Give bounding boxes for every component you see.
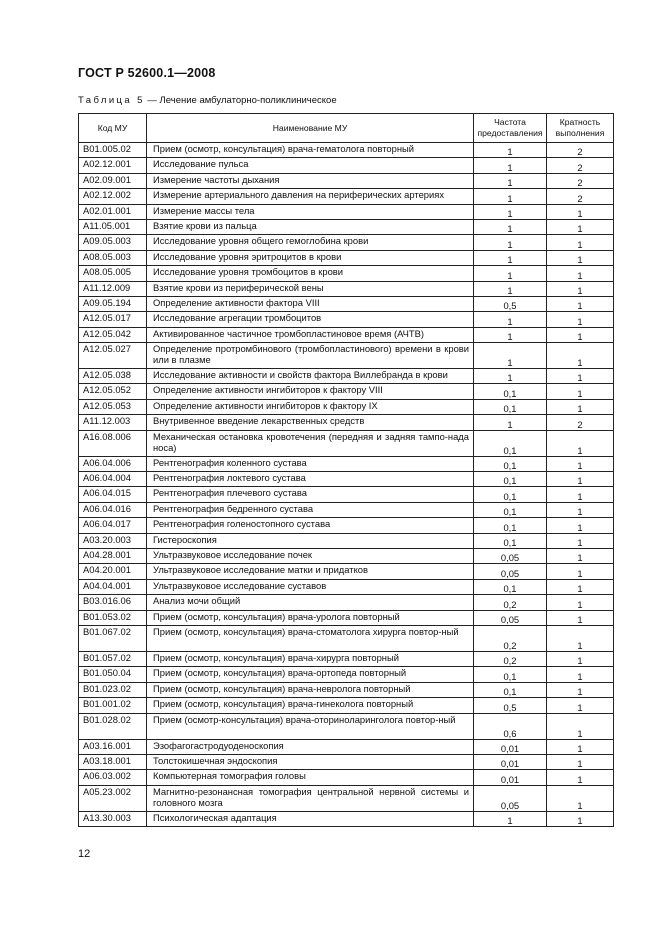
table-row <box>79 250 614 265</box>
cell-code: A03.16.001 <box>79 739 147 754</box>
col-header-code: Код МУ <box>79 114 147 143</box>
cell-multiplicity: 1 <box>547 296 614 311</box>
cell-name: Прием (осмотр, консультация) врача-гинеколога повторный <box>147 698 474 713</box>
cell-multiplicity: 1 <box>547 595 614 610</box>
table-caption-text: — Лечение амбулаторно-поликлиническое <box>144 95 337 106</box>
table-body <box>79 143 614 827</box>
cell-multiplicity: 1 <box>547 667 614 682</box>
cell-multiplicity: 1 <box>547 343 614 369</box>
table-row <box>79 770 614 785</box>
services-table <box>78 113 614 827</box>
col-header-multiplicity: Кратность выполнения <box>547 114 614 143</box>
cell-frequency: 0,05 <box>474 564 547 579</box>
table-row <box>79 595 614 610</box>
cell-code: A03.20.003 <box>79 533 147 548</box>
table-row <box>79 235 614 250</box>
cell-frequency: 0,2 <box>474 625 547 651</box>
cell-multiplicity: 1 <box>547 204 614 219</box>
cell-name: Механическая остановка кровотечения (передняя и задняя тампо-нада носа) <box>147 430 474 456</box>
cell-name: Исследование уровня тромбоцитов в крови <box>147 266 474 281</box>
table-row <box>79 369 614 384</box>
table-row <box>79 579 614 594</box>
cell-name: Прием (осмотр, консультация) врача-стоматолога хирурга повтор-ный <box>147 625 474 651</box>
cell-frequency: 1 <box>474 811 547 826</box>
cell-code: A12.05.038 <box>79 369 147 384</box>
table-row <box>79 548 614 563</box>
cell-frequency: 0,1 <box>474 472 547 487</box>
cell-multiplicity: 1 <box>547 698 614 713</box>
table-row <box>79 564 614 579</box>
cell-multiplicity: 2 <box>547 143 614 158</box>
cell-name: Прием (осмотр, консультация) врача-хирурга повторный <box>147 651 474 666</box>
cell-name: Прием (осмотр, консультация) врача-гематолога повторный <box>147 143 474 158</box>
cell-name: Измерение артериального давления на периферических артериях <box>147 189 474 204</box>
cell-frequency: 0,05 <box>474 785 547 811</box>
cell-code: B01.028.02 <box>79 713 147 739</box>
cell-multiplicity: 1 <box>547 770 614 785</box>
cell-name: Рентгенография голеностопного сустава <box>147 518 474 533</box>
table-row <box>79 266 614 281</box>
cell-name: Гистероскопия <box>147 533 474 548</box>
cell-multiplicity: 1 <box>547 487 614 502</box>
cell-frequency: 1 <box>474 369 547 384</box>
cell-code: A03.18.001 <box>79 754 147 769</box>
cell-code: B01.050.04 <box>79 667 147 682</box>
cell-frequency: 0,1 <box>474 487 547 502</box>
cell-frequency: 0,01 <box>474 754 547 769</box>
cell-code: A12.05.017 <box>79 312 147 327</box>
table-row <box>79 682 614 697</box>
cell-name: Магнитно-резонансная томография центральной нервной системы и головного мозга <box>147 785 474 811</box>
cell-code: A16.08.006 <box>79 430 147 456</box>
cell-code: B01.023.02 <box>79 682 147 697</box>
cell-name: Ультразвуковое исследование матки и придатков <box>147 564 474 579</box>
cell-name: Определение активности фактора VIII <box>147 296 474 311</box>
cell-frequency: 0,01 <box>474 770 547 785</box>
cell-multiplicity: 2 <box>547 189 614 204</box>
table-row <box>79 281 614 296</box>
table-row <box>79 651 614 666</box>
cell-code: A06.04.017 <box>79 518 147 533</box>
cell-name: Определение протромбинового (тромбопластинового) времени в крови или в плазме <box>147 343 474 369</box>
cell-multiplicity: 1 <box>547 369 614 384</box>
cell-name: Активированное частичное тромбопластиновое время (АЧТВ) <box>147 327 474 342</box>
cell-multiplicity: 1 <box>547 250 614 265</box>
cell-code: A02.09.001 <box>79 173 147 188</box>
cell-multiplicity: 1 <box>547 739 614 754</box>
cell-code: B01.067.02 <box>79 625 147 651</box>
cell-name: Ультразвуковое исследование почек <box>147 548 474 563</box>
cell-name: Определение активности ингибиторов к фактору VIII <box>147 384 474 399</box>
cell-code: A06.03.002 <box>79 770 147 785</box>
cell-multiplicity: 1 <box>547 651 614 666</box>
cell-name: Толстокишечная эндоскопия <box>147 754 474 769</box>
cell-name: Исследование уровня эритроцитов в крови <box>147 250 474 265</box>
cell-multiplicity: 1 <box>547 219 614 234</box>
col-header-frequency: Частота предоставления <box>474 114 547 143</box>
cell-name: Рентгенография плечевого сустава <box>147 487 474 502</box>
cell-frequency: 1 <box>474 250 547 265</box>
cell-code: A09.05.003 <box>79 235 147 250</box>
cell-frequency: 0,1 <box>474 682 547 697</box>
cell-frequency: 1 <box>474 327 547 342</box>
cell-code: A11.05.001 <box>79 219 147 234</box>
cell-name: Исследование агрегации тромбоцитов <box>147 312 474 327</box>
cell-code: A12.05.053 <box>79 399 147 414</box>
cell-multiplicity: 1 <box>547 533 614 548</box>
cell-name: Прием (осмотр, консультация) врача-ортопеда повторный <box>147 667 474 682</box>
cell-multiplicity: 1 <box>547 625 614 651</box>
cell-multiplicity: 1 <box>547 713 614 739</box>
cell-name: Ультразвуковое исследование суставов <box>147 579 474 594</box>
table-row <box>79 754 614 769</box>
cell-code: A12.05.027 <box>79 343 147 369</box>
cell-code: A02.12.002 <box>79 189 147 204</box>
table-row <box>79 343 614 369</box>
cell-multiplicity: 1 <box>547 266 614 281</box>
cell-frequency: 1 <box>474 312 547 327</box>
cell-name: Внутривенное введение лекарственных средств <box>147 415 474 430</box>
cell-multiplicity: 1 <box>547 785 614 811</box>
cell-multiplicity: 1 <box>547 610 614 625</box>
cell-code: B03.016.06 <box>79 595 147 610</box>
cell-frequency: 0,5 <box>474 296 547 311</box>
cell-name: Эзофагогастродуоденоскопия <box>147 739 474 754</box>
cell-frequency: 0,1 <box>474 502 547 517</box>
table-header-row <box>79 114 614 143</box>
cell-code: A04.20.001 <box>79 564 147 579</box>
cell-frequency: 0,05 <box>474 548 547 563</box>
cell-frequency: 1 <box>474 343 547 369</box>
cell-frequency: 0,1 <box>474 667 547 682</box>
cell-multiplicity: 1 <box>547 327 614 342</box>
cell-frequency: 0,2 <box>474 651 547 666</box>
table-row <box>79 518 614 533</box>
cell-frequency: 0,5 <box>474 698 547 713</box>
cell-code: A11.12.003 <box>79 415 147 430</box>
table-row <box>79 219 614 234</box>
table-row <box>79 312 614 327</box>
cell-name: Определение активности ингибиторов к фактору IX <box>147 399 474 414</box>
cell-multiplicity: 2 <box>547 158 614 173</box>
cell-code: A08.05.003 <box>79 250 147 265</box>
cell-code: A12.05.052 <box>79 384 147 399</box>
cell-name: Измерение массы тела <box>147 204 474 219</box>
cell-name: Прием (осмотр, консультация) врача-уролога повторный <box>147 610 474 625</box>
cell-name: Исследование активности и свойств фактора Виллебранда в крови <box>147 369 474 384</box>
cell-code: A06.04.015 <box>79 487 147 502</box>
cell-name: Рентгенография бедренного сустава <box>147 502 474 517</box>
cell-multiplicity: 1 <box>547 456 614 471</box>
cell-frequency: 0,01 <box>474 739 547 754</box>
cell-code: A06.04.006 <box>79 456 147 471</box>
table-row <box>79 502 614 517</box>
table-row <box>79 610 614 625</box>
table-row <box>79 456 614 471</box>
table-row <box>79 158 614 173</box>
cell-code: A13.30.003 <box>79 811 147 826</box>
cell-multiplicity: 1 <box>547 384 614 399</box>
cell-multiplicity: 1 <box>547 430 614 456</box>
cell-name: Прием (осмотр, консультация) врача-невролога повторный <box>147 682 474 697</box>
cell-frequency: 1 <box>474 415 547 430</box>
table-row <box>79 415 614 430</box>
cell-multiplicity: 1 <box>547 579 614 594</box>
table-row <box>79 625 614 651</box>
table-row <box>79 487 614 502</box>
cell-frequency: 1 <box>474 204 547 219</box>
cell-multiplicity: 1 <box>547 502 614 517</box>
cell-multiplicity: 2 <box>547 173 614 188</box>
cell-name: Взятие крови из периферической вены <box>147 281 474 296</box>
table-row <box>79 384 614 399</box>
cell-name: Рентгенография коленного сустава <box>147 456 474 471</box>
cell-frequency: 1 <box>474 219 547 234</box>
cell-frequency: 0,1 <box>474 533 547 548</box>
cell-frequency: 1 <box>474 158 547 173</box>
page-number: 12 <box>78 848 91 860</box>
cell-code: A09.05.194 <box>79 296 147 311</box>
table-row <box>79 739 614 754</box>
cell-multiplicity: 1 <box>547 518 614 533</box>
table-row <box>79 713 614 739</box>
cell-frequency: 1 <box>474 143 547 158</box>
cell-code: A02.12.001 <box>79 158 147 173</box>
cell-frequency: 1 <box>474 235 547 250</box>
table-row <box>79 143 614 158</box>
cell-frequency: 0,2 <box>474 595 547 610</box>
table-row <box>79 698 614 713</box>
cell-code: B01.001.02 <box>79 698 147 713</box>
col-header-name: Наименование МУ <box>147 114 474 143</box>
cell-frequency: 0,1 <box>474 456 547 471</box>
cell-multiplicity: 1 <box>547 548 614 563</box>
cell-multiplicity: 1 <box>547 399 614 414</box>
table-row <box>79 296 614 311</box>
cell-name: Рентгенография локтевого сустава <box>147 472 474 487</box>
cell-frequency: 1 <box>474 266 547 281</box>
cell-code: A02.01.001 <box>79 204 147 219</box>
table-row <box>79 785 614 811</box>
table-caption-label: Таблица 5 <box>78 95 145 106</box>
table-row <box>79 204 614 219</box>
cell-name: Исследование пульса <box>147 158 474 173</box>
cell-frequency: 1 <box>474 281 547 296</box>
cell-code: A12.05.042 <box>79 327 147 342</box>
cell-name: Анализ мочи общий <box>147 595 474 610</box>
cell-frequency: 1 <box>474 173 547 188</box>
table-row <box>79 399 614 414</box>
cell-multiplicity: 1 <box>547 564 614 579</box>
table-row <box>79 189 614 204</box>
cell-frequency: 0,1 <box>474 579 547 594</box>
cell-code: A06.04.016 <box>79 502 147 517</box>
cell-multiplicity: 1 <box>547 682 614 697</box>
cell-name: Измерение частоты дыхания <box>147 173 474 188</box>
table-row <box>79 811 614 826</box>
cell-frequency: 0,6 <box>474 713 547 739</box>
cell-code: B01.005.02 <box>79 143 147 158</box>
cell-code: A08.05.005 <box>79 266 147 281</box>
table-row <box>79 472 614 487</box>
cell-name: Компьютерная томография головы <box>147 770 474 785</box>
table-caption <box>78 95 337 106</box>
cell-frequency: 0,1 <box>474 518 547 533</box>
cell-multiplicity: 1 <box>547 754 614 769</box>
cell-code: B01.053.02 <box>79 610 147 625</box>
cell-frequency: 0,1 <box>474 384 547 399</box>
cell-frequency: 0,1 <box>474 399 547 414</box>
table-row <box>79 667 614 682</box>
cell-frequency: 0,05 <box>474 610 547 625</box>
cell-name: Психологическая адаптация <box>147 811 474 826</box>
table-row <box>79 533 614 548</box>
cell-multiplicity: 1 <box>547 472 614 487</box>
document-title: ГОСТ Р 52600.1—2008 <box>78 66 216 80</box>
cell-multiplicity: 1 <box>547 811 614 826</box>
cell-name: Взятие крови из пальца <box>147 219 474 234</box>
cell-multiplicity: 2 <box>547 415 614 430</box>
cell-code: A05.23.002 <box>79 785 147 811</box>
cell-frequency: 0,1 <box>474 430 547 456</box>
cell-code: A04.28.001 <box>79 548 147 563</box>
cell-code: A04.04.001 <box>79 579 147 594</box>
table-row <box>79 430 614 456</box>
table-row <box>79 173 614 188</box>
cell-code: B01.057.02 <box>79 651 147 666</box>
cell-multiplicity: 1 <box>547 235 614 250</box>
cell-code: A06.04.004 <box>79 472 147 487</box>
cell-multiplicity: 1 <box>547 312 614 327</box>
cell-name: Исследование уровня общего гемоглобина крови <box>147 235 474 250</box>
cell-multiplicity: 1 <box>547 281 614 296</box>
cell-code: A11.12.009 <box>79 281 147 296</box>
table-row <box>79 327 614 342</box>
cell-name: Прием (осмотр-консультация) врача-оториноларинголога повтор-ный <box>147 713 474 739</box>
cell-frequency: 1 <box>474 189 547 204</box>
